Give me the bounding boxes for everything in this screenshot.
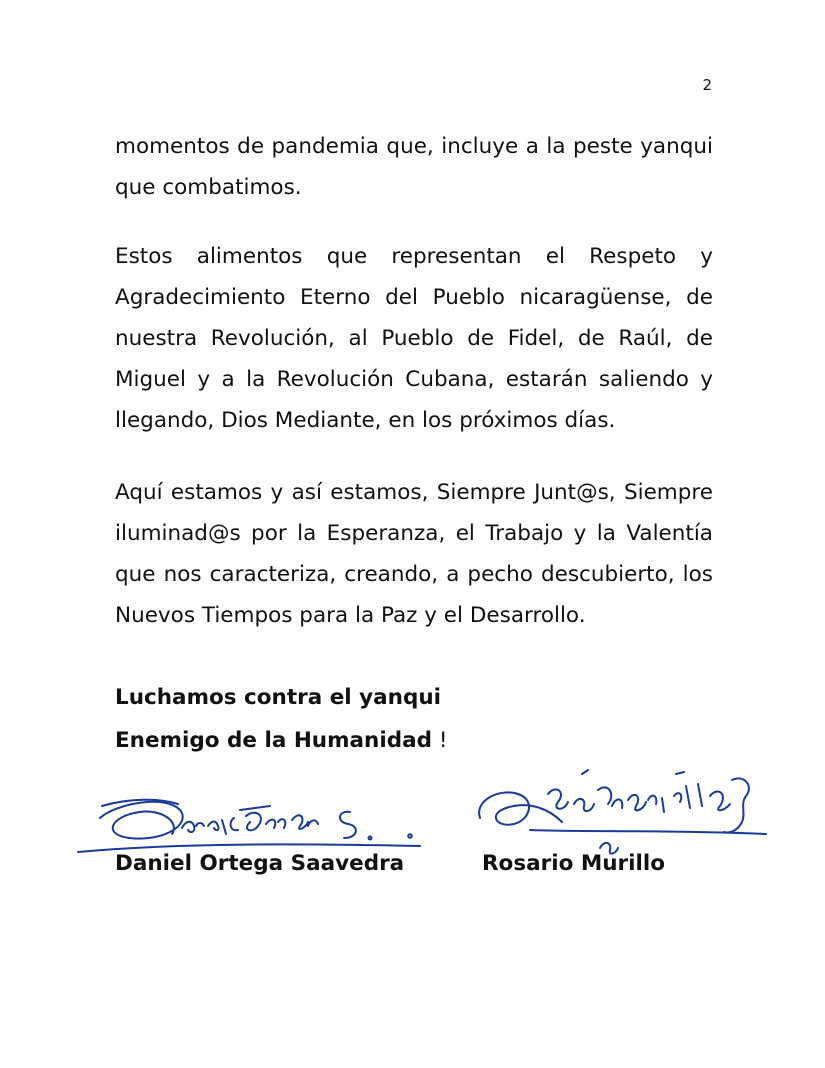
signatory-name-murillo: Rosario Murillo xyxy=(482,851,666,876)
signatory-name-ortega: Daniel Ortega Saavedra xyxy=(115,851,405,876)
paragraph-3: Aquí estamos y así estamos, Siempre Junt@s, Siempre iluminad@s por la Esperanza, el Trabajo y la Valentía que nos caracteriza, creando, a pecho descubierto, los Nuevos Tiempos para la Paz y el Desarrollo. xyxy=(115,480,713,628)
page-number: 2 xyxy=(702,76,712,94)
closing-line-2-text: Enemigo de la Humanidad xyxy=(115,728,432,753)
paragraph-1: momentos de pandemia que, incluye a la peste yanqui que combatimos. xyxy=(115,134,713,200)
paragraph-2: Estos alimentos que representan el Respeto y Agradecimiento Eterno del Pueblo nicaragüense, de nuestra Revolución, al Pueblo de Fidel, de Raúl, de Miguel y a la Revolución Cubana, estarán saliendo y llegando, Dios Mediante, en los próximos días. xyxy=(115,244,713,433)
closing-line-1: Luchamos contra el yanqui xyxy=(115,685,442,710)
exclamation-mark: ! xyxy=(432,728,448,753)
closing-statement xyxy=(115,676,675,762)
signature-ortega xyxy=(70,780,430,860)
closing-line-2 xyxy=(115,719,675,762)
